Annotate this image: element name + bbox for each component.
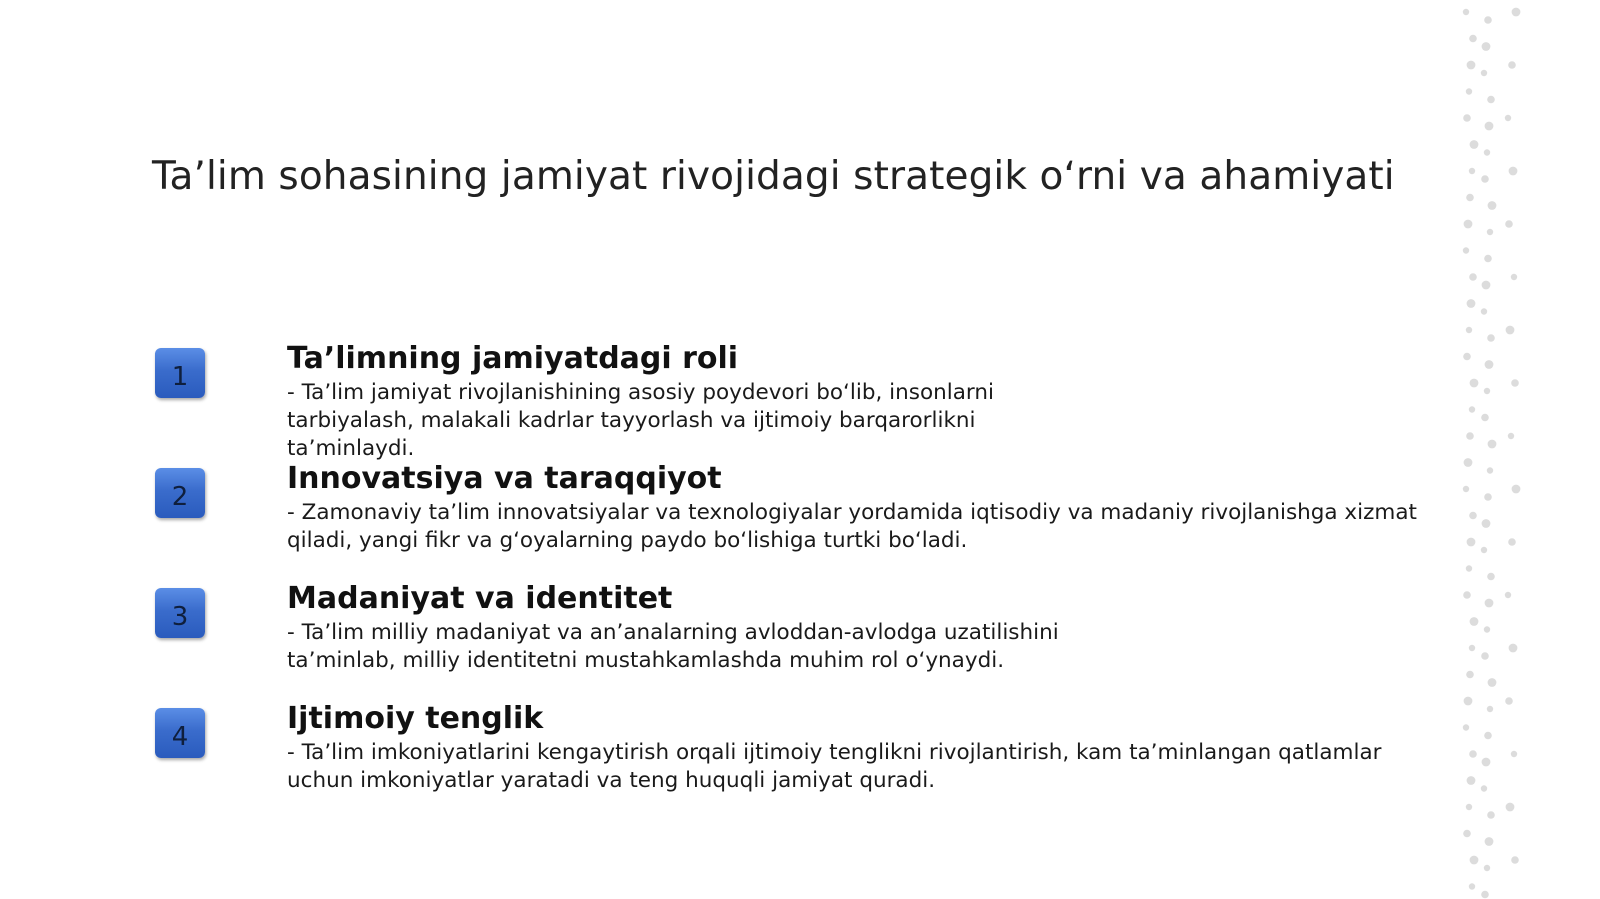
decor-dot <box>1466 194 1474 202</box>
decor-dot <box>1485 837 1494 846</box>
decor-dot <box>1487 706 1493 712</box>
item-heading-1: Ta’limning jamiyatdagi roli <box>287 341 739 376</box>
decor-dot <box>1467 538 1476 547</box>
decor-dot <box>1463 114 1471 122</box>
decor-dot <box>1485 122 1494 131</box>
decor-dot <box>1484 626 1490 632</box>
decor-dot <box>1470 140 1479 149</box>
decor-dot <box>1466 565 1472 571</box>
number-badge-2: 2 <box>155 468 205 518</box>
decor-dot <box>1481 175 1489 183</box>
decor-dot <box>1467 299 1476 308</box>
decor-dot <box>1470 856 1479 865</box>
decor-dot <box>1508 538 1516 546</box>
decor-dot <box>1481 652 1489 660</box>
decor-dot <box>1464 697 1473 706</box>
number-badge-1: 1 <box>155 348 205 398</box>
decor-dot <box>1466 88 1472 94</box>
decor-dot <box>1482 42 1491 51</box>
decor-dot <box>1482 758 1491 767</box>
decor-dot <box>1488 678 1497 687</box>
item-heading-3: Madaniyat va identitet <box>287 581 673 616</box>
decor-dot <box>1505 592 1511 598</box>
decor-dot <box>1466 432 1474 440</box>
decor-dot <box>1511 856 1519 864</box>
decor-dot <box>1467 776 1476 785</box>
decor-dot <box>1469 883 1475 889</box>
item-description-3: - Ta’lim milliy madaniyat va an’analarning avloddan-avlodga uzatilishini ta’minlab, milliy identitetni mustahkamlashda muhim rol o‘ynaydi. <box>287 620 1059 673</box>
decor-dot <box>1487 811 1495 819</box>
decor-dot <box>1469 645 1475 651</box>
decor-dot <box>1484 732 1492 740</box>
decor-dot <box>1481 891 1489 899</box>
decor-dot <box>1485 599 1494 608</box>
decor-dot <box>1470 379 1479 388</box>
decor-dot <box>1482 281 1491 290</box>
decor-dot <box>1464 458 1473 467</box>
item-description-2: - Zamonaviy ta’lim innovatsiyalar va texnologiyalar yordamida iqtisodiy va madaniy rivojlanishga xizmat qiladi, yangi fikr va g‘oyalarning paydo bo‘lishiga turtki bo‘ladi. <box>287 500 1417 553</box>
decor-dot <box>1469 35 1477 43</box>
decor-dot <box>1481 785 1487 791</box>
decor-dot <box>1481 308 1487 314</box>
item-heading-4: Ijtimoiy tenglik <box>287 701 544 736</box>
decor-dot <box>1506 326 1515 335</box>
decor-dot <box>1487 229 1493 235</box>
decor-dot <box>1487 467 1493 473</box>
decor-dot <box>1469 512 1477 520</box>
decor-dot <box>1464 220 1473 229</box>
decor-dot <box>1484 255 1492 263</box>
decor-dot <box>1509 167 1518 176</box>
decor-dot <box>1508 433 1514 439</box>
decor-dot <box>1469 168 1475 174</box>
number-badge-3: 3 <box>155 588 205 638</box>
decor-dot <box>1511 274 1517 280</box>
decor-dot <box>1484 149 1490 155</box>
decorative-dot-pattern <box>1440 0 1600 899</box>
number-badge-4: 4 <box>155 708 205 758</box>
decor-dot <box>1463 724 1469 730</box>
decor-dot <box>1487 334 1495 342</box>
decor-dot <box>1466 327 1472 333</box>
slide-title: Ta’lim sohasining jamiyat rivojidagi strategik o‘rni va ahamiyati <box>152 154 1395 200</box>
decor-dot <box>1482 519 1491 528</box>
decor-dot <box>1484 865 1490 871</box>
decor-dot <box>1512 8 1521 17</box>
decor-dot <box>1481 70 1487 76</box>
decor-dot <box>1469 273 1477 281</box>
item-description-1: - Ta’lim jamiyat rivojlanishining asosiy poydevori bo‘lib, insonlarni tarbiyalash, malakali kadrlar tayyorlash va ijtimoiy barqarorlikni ta’minlaydi. <box>287 380 994 461</box>
decor-dot <box>1508 61 1516 69</box>
decor-dot <box>1512 485 1521 494</box>
decor-dot <box>1466 671 1474 679</box>
decor-dot <box>1511 379 1519 387</box>
decor-dot <box>1463 247 1469 253</box>
decor-dot <box>1466 804 1472 810</box>
decor-dot <box>1463 830 1471 838</box>
decor-dot <box>1484 388 1490 394</box>
decor-dot <box>1469 406 1475 412</box>
decor-dot <box>1463 353 1471 361</box>
decor-dot <box>1481 414 1489 422</box>
decor-dot <box>1463 9 1469 15</box>
decor-dot <box>1481 547 1487 553</box>
decor-dot <box>1463 591 1471 599</box>
decor-dot <box>1463 486 1469 492</box>
decor-dot <box>1506 803 1515 812</box>
decor-dot <box>1505 697 1513 705</box>
decor-dot <box>1487 96 1495 104</box>
decor-dot <box>1488 201 1497 210</box>
decor-dot <box>1485 360 1494 369</box>
decor-dot <box>1487 573 1495 581</box>
item-heading-2: Innovatsiya va taraqqiyot <box>287 461 722 496</box>
decor-dot <box>1469 750 1477 758</box>
decor-dot <box>1484 493 1492 501</box>
decor-dot <box>1488 440 1497 449</box>
item-description-4: - Ta’lim imkoniyatlarini kengaytirish orqali ijtimoiy tenglikni rivojlantirish, kam ta’minlangan qatlamlar uchun imkoniyatlar yaratadi va teng huquqli jamiyat quradi. <box>287 740 1382 793</box>
decor-dot <box>1511 751 1517 757</box>
decor-dot <box>1467 61 1476 70</box>
decor-dot <box>1470 617 1479 626</box>
decor-dot <box>1505 115 1511 121</box>
decor-dot <box>1505 220 1513 228</box>
decor-dot <box>1484 16 1492 24</box>
decor-dot <box>1509 644 1518 653</box>
